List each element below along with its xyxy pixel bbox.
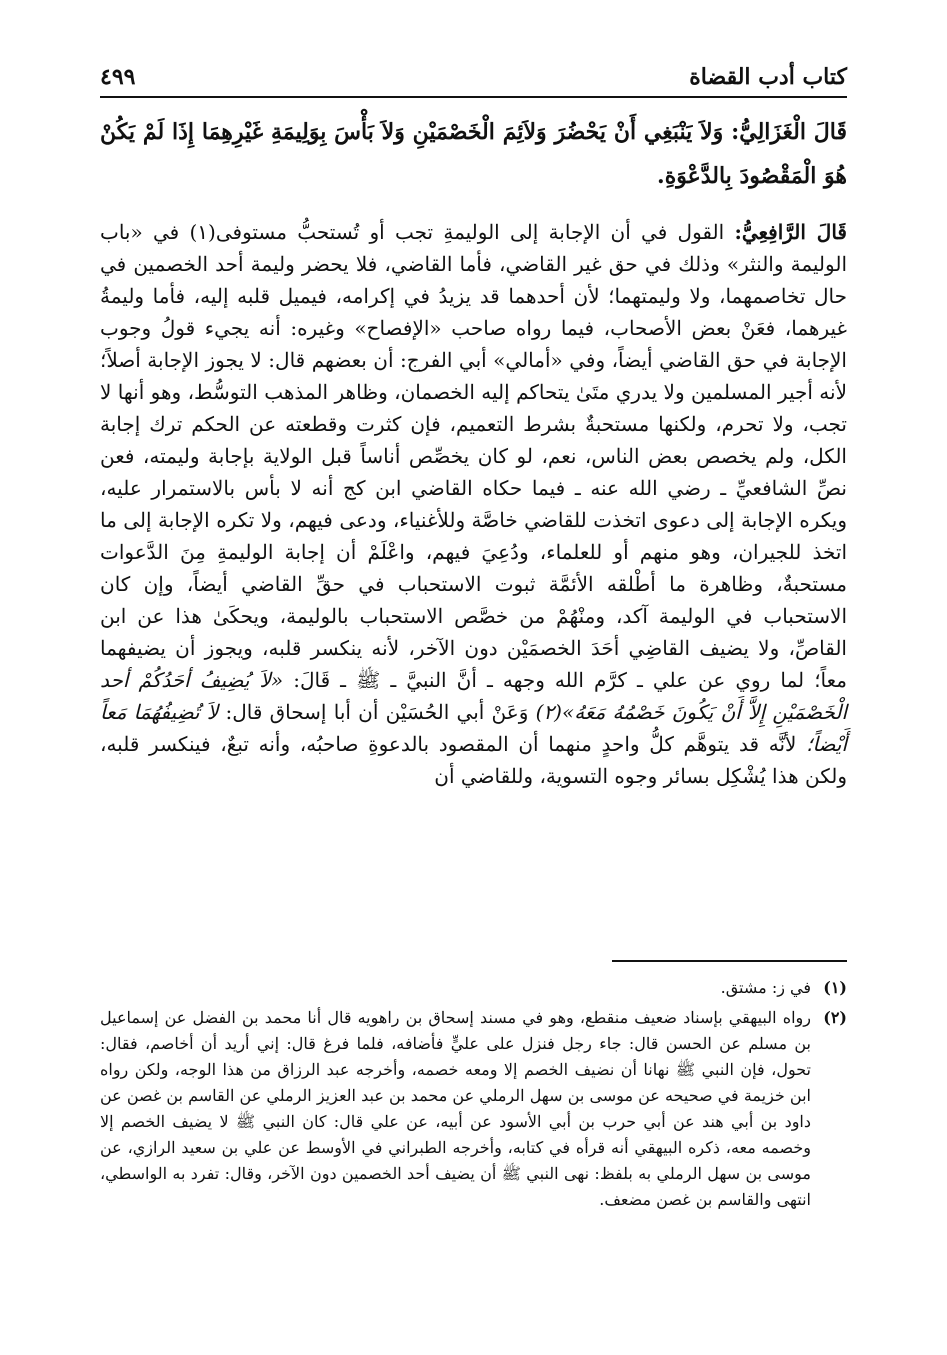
- footnote-divider: [612, 960, 847, 962]
- main-text: [100, 110, 847, 806]
- footnote-2: [100, 1005, 847, 1213]
- speaker-rafii: قَالَ الرَّافِعِيُّ:: [734, 220, 847, 244]
- ghazali-text: وَلاَ يَنْبَغِي أَنْ يَحْضُرَ وَلاَئِمَ الْخَصْمَيْنِ وَلاَ بَأْسَ بِوَلِيمَةِ غَيْرِهِمَا إِذَا لَمْ يَكُنْ هُوَ الْمَقْصُودَ بِالدَّعْوَةِ.: [100, 119, 847, 189]
- footnote-text: رواه البيهقي بإسناد ضعيف منقطع، وهو في مسند إسحاق بن راهويه قال أنا محمد بن الفضل عن إسماعيل بن مسلم عن الحسن قال: جاء رجل فنزل على عليٍّ فأضافه، فلما فرغ قال: إني أريد أن أخاصم، فقال: تحول، فإن النبي ﷺ نهانا أن نضيف الخصم إلا ومعه خصمه، وأخرجه عبد الرزاق من هذا الوجه، ولكن رواه ابن خزيمة في صحيحه عن موسى بن سهل الرملي عن محمد بن عبد العزيز الرملي عن القاسم بن غصن عن داود بن أبي هند عن أبي حرب بن أبي الأسود عن أبيه، عن علي قال: كان النبي ﷺ لا يضيف الخصم إلا وخصمه معه، ذكره البيهقي أنه قرأه في كتابه، وأخرجه الطبراني في الأوسط عن علي بن سعيد الرازي، عن موسى بن سهل الرملي به بلفظ: نهى النبي ﷺ أن يضيف أحد الخصمين دون الآخر، وقال: تفرد به الواسطي، انتهى والقاسم بن غصن مضعف.: [100, 1008, 812, 1209]
- speaker-ghazali: قَالَ الْغَزَالِيُّ:: [731, 119, 847, 145]
- rafii-text-c: لأنَّه قد يتوهَّم كلُّ واحدٍ منهما أن المقصود بالدعوةِ صاحبُه، وأنه تبعٌ، فينكسر قلبه، ولكن هذا يُشْكِل بسائر وجوه التسوية، وللقاضي أن: [100, 732, 847, 788]
- hadith-quote-1: «لاَ يُضِيفُ أحَدُكُمْ أحد الْخَصْمَيْنِ إِلاَّ أَنْ يَكُونَ خَصْمُهُ مَعَهُ»(٢): [100, 668, 848, 724]
- footnote-number: (١): [823, 978, 847, 997]
- rafii-text-a: القول في أن الإجابة إلى الوليمةِ تجب أو تُستحبُّ مستوفى(١) في «باب الوليمة والنثر» وذلك في حق غير القاضي، فأما القاضي، فلا يحضر وليمة أحد الخصمين في حال تخاصمهما، ولا وليمتهما؛ لأن أحدهما قد يزيدُ في إكرامه، فيميل قلبه إليه، فأما وليمةُ غيرهما، فعَنْ بعض الأصحاب، فيما رواه صاحب «الإفصاح» وغيره: أنه يجيء قولُ وجوب الإجابة في حق القاضي أيضاً، وفي «أمالي» أبي الفرج: أن بعضهم قال: لا يجوز الإجابة أصلاً؛ لأنه أجير المسلمين ولا يدري متَىٰ يتحاكم إليه الخصمان، وظاهر المذهب التوسُّط، وهو أنها لا تجب، ولا تحرم، ولكنها مستحبةٌ بشرط التعميم، فإن كثرت وقطعته عن الحكم ترك إجابة الكل، ولم يخصص بعض الناس، نعم، لو كان يخصِّص أناساً قبل الولاية بإجابة وليمته، فعن نصِّ الشافعيِّ ـ رضي الله عنه ـ فيما حكاه القاضي ابن كج أنه لا بأس بالاستمرار عليه، ويكره الإجابة إلى دعوى اتخذت للقاضي خاصَّة وللأغنياء، ودعى فيهم، ولا تكره الإجابة إلى ما اتخذ للجيران، وهو منهم أو للعلماء، ودُعِيَ فيهم، واعْلَمْ أن إجابة الوليمةِ مِنَ الدَّعوات مستحبةٌ، وظاهرة ما أطْلقه الأئمَّة ثبوت الاستحباب في حقِّ القاضي أيضاً، وإن كان الاستحباب في الوليمة آكد، ومنْهُمْ من خصَّص الاستحباب بالوليمة، ويحكَىٰ هذا عن ابن القاصِّ، ولا يضيف القاضِي أحَدَ الخصمَيْن دون الآخر، لأنه ينكسر قلبه، ويجوز أن يضيفهما معاً؛ لما روي عن علي ـ كرَّم الله وجهه ـ أنَّ النبيَّ ـ ﷺ ـ قَالَ:: [100, 220, 848, 692]
- footnotes: [100, 975, 847, 1217]
- running-title: كتاب أدب القضاة: [689, 64, 847, 90]
- footnote-text: في ز: مشتق.: [720, 978, 811, 997]
- footnote-1: [100, 975, 847, 1001]
- rafii-paragraph: [100, 216, 847, 792]
- page-header: [100, 50, 847, 98]
- rafii-text-b: وَعَنْ أبي الحُسَيْن أن أبا إسحاق قال:: [225, 700, 529, 724]
- hadith-quote-2: لاَ تُضِيفُهُمَا مَعاً أَيْضاً؛: [100, 700, 848, 756]
- footnote-number: (٢): [823, 1008, 847, 1027]
- ghazali-paragraph: [100, 110, 847, 198]
- page-number: ٤٩٩: [100, 64, 136, 90]
